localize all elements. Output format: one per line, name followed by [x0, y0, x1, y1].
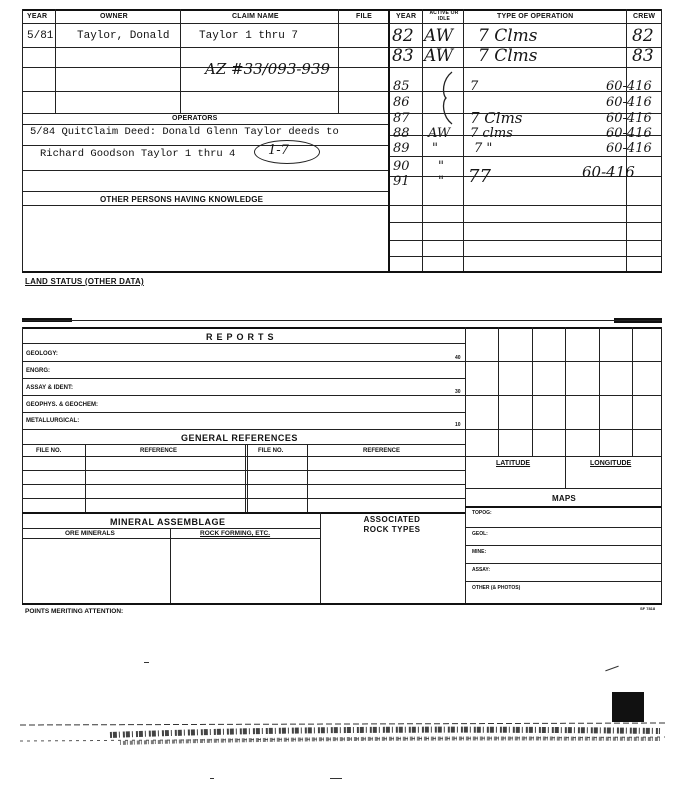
other-persons-title: OTHER PERSONS HAVING KNOWLEDGE [100, 195, 264, 204]
owner-entry-year: 5/81 [27, 30, 54, 42]
log-crew: 60-416 [582, 163, 635, 181]
row-rule [22, 444, 465, 445]
divider [661, 327, 662, 604]
speck [210, 778, 214, 779]
log-type: 77 [468, 166, 491, 187]
bracket-mark [438, 70, 458, 126]
geology-label: GEOLOGY: [26, 351, 58, 357]
rock-forming-header: ROCK FORMING, ETC. [200, 530, 271, 537]
report-number: 10 [455, 422, 461, 428]
operators-line-1: 5/84 QuitClaim Deed: Donald Glenn Taylor deeds to [30, 126, 339, 138]
divider [463, 9, 464, 271]
owner-entry-owner: Taylor, Donald [77, 30, 170, 42]
scan-noise-band [20, 715, 665, 755]
row-rule [22, 429, 465, 430]
log-year: 86 [393, 95, 410, 110]
log-type: 7 [470, 79, 479, 94]
divider [565, 327, 566, 456]
circled-claim-range: 1-7 [268, 143, 289, 158]
file-no-header: FILE NO. [36, 448, 62, 454]
divider [22, 9, 23, 271]
top-border [22, 9, 662, 11]
row-rule [22, 378, 465, 379]
reports-title: REPORTS [206, 332, 278, 342]
divider [170, 528, 171, 604]
row-rule [465, 581, 661, 582]
geophys-label: GEOPHYS. & GEOCHEM: [26, 402, 99, 408]
col-owner-header: OWNER [100, 13, 128, 20]
points-meriting-attention-label: POINTS MERITING ATTENTION: [25, 608, 124, 615]
row-rule [390, 240, 662, 241]
log-type: 7 " [474, 141, 493, 156]
divider [307, 444, 308, 512]
report-number: 30 [455, 389, 461, 395]
row-rule [22, 361, 465, 362]
section-border [22, 271, 662, 273]
mine-label: MINE: [472, 549, 487, 555]
divider [565, 456, 566, 488]
row-rule [22, 170, 388, 171]
row-rule [22, 124, 388, 125]
row-rule [22, 484, 465, 485]
row-rule [390, 67, 662, 68]
ore-minerals-header: ORE MINERALS [65, 530, 115, 537]
log-crew: 82 [632, 26, 654, 46]
log-crew: 60-416 [606, 126, 652, 141]
row-rule [22, 412, 465, 413]
speck [605, 666, 618, 672]
row-rule [22, 205, 388, 206]
topog-label: TOPOG: [472, 510, 492, 516]
row-rule [22, 113, 388, 114]
log-crew: 60-416 [606, 79, 652, 94]
row-rule [465, 527, 661, 528]
col-crew-header: CREW [633, 13, 656, 20]
row-rule [22, 395, 465, 396]
log-type: 7 Clms [478, 26, 538, 46]
divider [498, 327, 499, 456]
row-rule [22, 191, 388, 192]
log-active: " [432, 141, 438, 156]
divider [22, 327, 23, 604]
row-rule [465, 456, 661, 457]
row-rule [22, 343, 465, 344]
log-crew: 83 [632, 46, 654, 66]
row-rule [465, 488, 661, 489]
log-type: 7 clms [470, 126, 513, 141]
section-border [22, 603, 662, 605]
header-bottom-rule [22, 23, 662, 24]
col-claim-name-header: CLAIM NAME [232, 13, 279, 20]
divider [532, 327, 533, 456]
row-rule [22, 456, 465, 457]
log-year: 87 [393, 111, 410, 126]
speck [144, 662, 149, 663]
log-year: 82 [392, 26, 414, 46]
associated-rock-types-title: ASSOCIATED ROCK TYPES [363, 515, 421, 534]
divider [180, 9, 181, 113]
longitude-label: LONGITUDE [590, 460, 632, 467]
log-year: 83 [392, 46, 414, 66]
latitude-label: LATITUDE [496, 460, 531, 467]
col-file-header: FILE [356, 13, 372, 20]
log-year: 90 [393, 159, 410, 174]
log-year: 88 [393, 126, 410, 141]
operators-line-2: Richard Goodson Taylor 1 thru 4 [40, 148, 236, 160]
col-year-right-header: YEAR [396, 13, 417, 20]
divider [388, 9, 390, 271]
row-rule [465, 545, 661, 546]
engrg-label: ENGRG: [26, 368, 50, 374]
divider [599, 327, 600, 456]
log-crew: 60-416 [606, 111, 652, 126]
row-rule [22, 498, 465, 499]
row-rule [465, 506, 661, 508]
log-year: 89 [393, 141, 410, 156]
land-status-title: LAND STATUS (OTHER DATA) [25, 277, 144, 286]
section-border [22, 512, 465, 514]
owner-entry-claim-name: Taylor 1 thru 7 [199, 30, 299, 42]
log-year: 91 [393, 174, 410, 189]
log-type: 7 Clms [470, 109, 523, 127]
col-active-idle-header: ACTIVE OR IDLE [429, 10, 459, 22]
handwritten-claim-number: AZ #33/093-939 [205, 60, 331, 78]
row-rule [22, 470, 465, 471]
col-year-header: YEAR [27, 13, 48, 20]
assay-map-label: ASSAY: [472, 567, 491, 573]
log-active: " [438, 174, 444, 189]
file-no-header-2: FILE NO. [258, 448, 284, 454]
metallurgical-label: METALLURGICAL: [26, 418, 80, 424]
row-rule [390, 156, 662, 157]
log-year: 85 [393, 79, 410, 94]
assay-label: ASSAY & IDENT: [26, 385, 74, 391]
divider [55, 9, 56, 113]
row-rule [22, 91, 388, 92]
row-rule [390, 256, 662, 257]
speck [330, 778, 342, 779]
mineral-assemblage-title: MINERAL ASSEMBLAGE [110, 517, 226, 527]
log-type: 7 Clms [478, 46, 538, 66]
log-active: " [438, 159, 444, 174]
section-border [22, 327, 662, 329]
divider [320, 512, 321, 604]
reference-header: REFERENCE [140, 448, 178, 454]
row-rule [22, 145, 388, 146]
log-active: AW [428, 126, 451, 141]
col-type-op-header: TYPE OF OPERATION [497, 13, 574, 20]
divider [632, 327, 633, 456]
form-code: SF 7818 [640, 606, 656, 611]
general-references-title: GENERAL REFERENCES [181, 433, 298, 443]
section-rule [22, 320, 662, 321]
divider [422, 9, 423, 271]
log-active: AW [424, 26, 454, 46]
row-rule [22, 538, 320, 539]
divider [247, 444, 248, 512]
maps-title: MAPS [552, 494, 576, 503]
divider [245, 444, 246, 512]
row-rule [22, 47, 388, 48]
log-crew: 60-416 [606, 95, 652, 110]
row-rule [22, 528, 320, 529]
report-number: 40 [455, 355, 461, 361]
log-active: AW [424, 46, 454, 66]
geol-label: GEOL: [472, 531, 488, 537]
operators-title: OPERATORS [172, 115, 218, 122]
row-rule [390, 205, 662, 206]
divider [338, 9, 339, 113]
other-photos-label: OTHER (& PHOTOS) [472, 585, 521, 591]
row-rule [465, 563, 661, 564]
divider [661, 9, 662, 271]
log-crew: 60-416 [606, 141, 652, 156]
row-rule [390, 222, 662, 223]
divider [85, 444, 86, 512]
reference-header-2: REFERENCE [363, 448, 401, 454]
